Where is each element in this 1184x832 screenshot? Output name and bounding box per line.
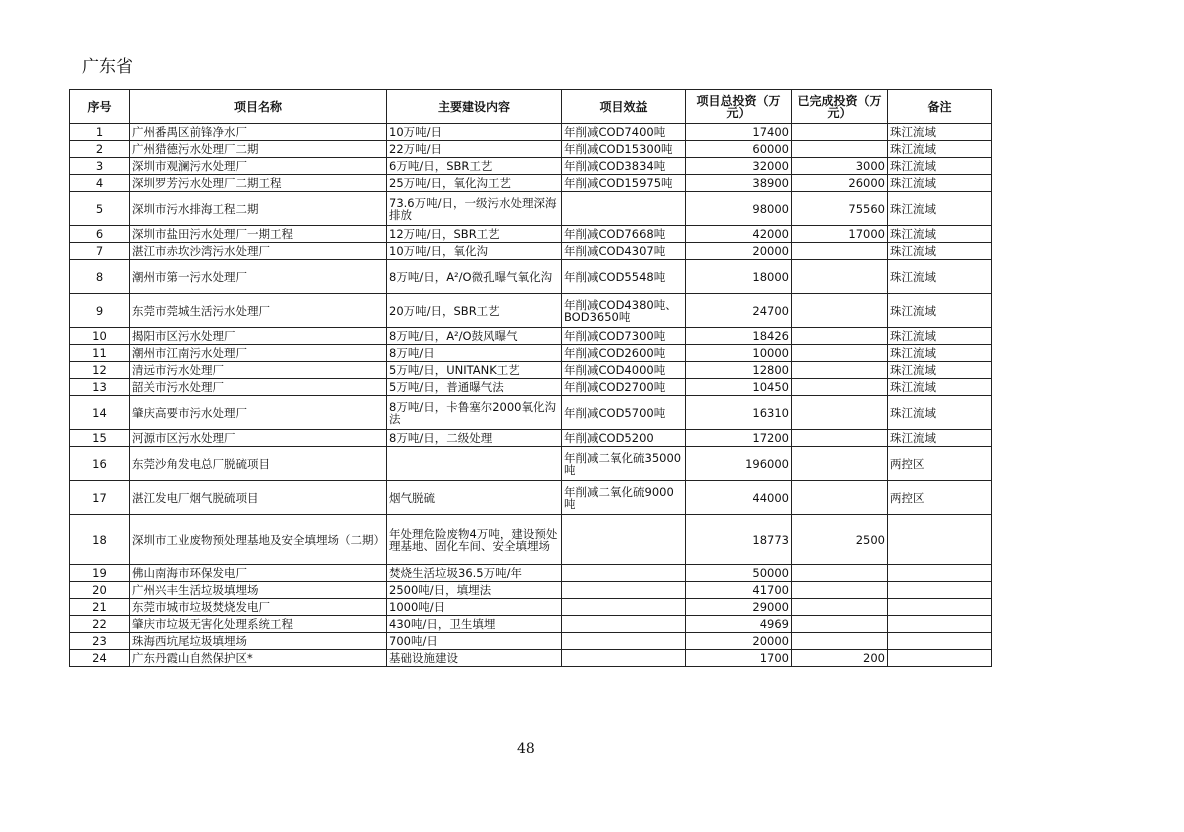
header-name: 项目名称 bbox=[130, 90, 387, 124]
row-completed-investment bbox=[792, 260, 888, 294]
table-row bbox=[70, 599, 992, 616]
row-completed-investment bbox=[792, 447, 888, 481]
row-completed-investment bbox=[792, 345, 888, 362]
row-seq: 6 bbox=[70, 226, 130, 243]
row-project-name: 潮州市第一污水处理厂 bbox=[130, 260, 387, 294]
row-completed-investment: 26000 bbox=[792, 175, 888, 192]
row-total-investment: 44000 bbox=[686, 481, 792, 515]
row-benefit: 年削减COD2600吨 bbox=[562, 345, 686, 362]
row-note: 珠江流域 bbox=[888, 379, 992, 396]
row-content: 6万吨/日，SBR工艺 bbox=[387, 158, 562, 175]
row-completed-investment bbox=[792, 396, 888, 430]
row-total-investment: 98000 bbox=[686, 192, 792, 226]
row-note: 珠江流域 bbox=[888, 345, 992, 362]
table-row bbox=[70, 260, 992, 294]
row-seq: 9 bbox=[70, 294, 130, 328]
row-content: 8万吨/日 bbox=[387, 345, 562, 362]
row-completed-investment bbox=[792, 328, 888, 345]
header-completed-investment: 已完成投资（万元） bbox=[792, 90, 888, 124]
row-project-name: 广州番禺区前锋净水厂 bbox=[130, 124, 387, 141]
row-content: 基础设施建设 bbox=[387, 650, 562, 667]
row-project-name: 肇庆高要市污水处理厂 bbox=[130, 396, 387, 430]
row-note: 珠江流域 bbox=[888, 396, 992, 430]
row-content: 430吨/日，卫生填埋 bbox=[387, 616, 562, 633]
row-benefit: 年削减COD2700吨 bbox=[562, 379, 686, 396]
row-completed-investment: 200 bbox=[792, 650, 888, 667]
table-row bbox=[70, 226, 992, 243]
table-row bbox=[70, 294, 992, 328]
row-content: 8万吨/日，二级处理 bbox=[387, 430, 562, 447]
row-project-name: 深圳市工业废物预处理基地及安全填埋场（二期） bbox=[130, 515, 387, 565]
row-project-name: 东莞市城市垃圾焚烧发电厂 bbox=[130, 599, 387, 616]
table-row bbox=[70, 396, 992, 430]
row-benefit bbox=[562, 633, 686, 650]
table-row bbox=[70, 650, 992, 667]
row-completed-investment bbox=[792, 294, 888, 328]
row-completed-investment: 75560 bbox=[792, 192, 888, 226]
row-seq: 18 bbox=[70, 515, 130, 565]
row-seq: 23 bbox=[70, 633, 130, 650]
row-seq: 1 bbox=[70, 124, 130, 141]
row-note bbox=[888, 515, 992, 565]
row-content: 20万吨/日，SBR工艺 bbox=[387, 294, 562, 328]
row-completed-investment bbox=[792, 633, 888, 650]
row-total-investment: 12800 bbox=[686, 362, 792, 379]
row-content: 年处理危险废物4万吨，建设预处理基地、固化车间、安全填埋场 bbox=[387, 515, 562, 565]
row-project-name: 深圳市观澜污水处理厂 bbox=[130, 158, 387, 175]
table-row bbox=[70, 345, 992, 362]
row-seq: 21 bbox=[70, 599, 130, 616]
row-benefit: 年削减COD4380吨、BOD3650吨 bbox=[562, 294, 686, 328]
row-content: 8万吨/日，卡鲁塞尔2000氧化沟法 bbox=[387, 396, 562, 430]
row-seq: 10 bbox=[70, 328, 130, 345]
row-note bbox=[888, 582, 992, 599]
table-row bbox=[70, 141, 992, 158]
row-project-name: 深圳市污水排海工程二期 bbox=[130, 192, 387, 226]
row-benefit: 年削减COD7300吨 bbox=[562, 328, 686, 345]
row-total-investment: 38900 bbox=[686, 175, 792, 192]
row-seq: 5 bbox=[70, 192, 130, 226]
row-seq: 19 bbox=[70, 565, 130, 582]
row-benefit: 年削减COD15300吨 bbox=[562, 141, 686, 158]
row-seq: 4 bbox=[70, 175, 130, 192]
row-total-investment: 10000 bbox=[686, 345, 792, 362]
row-total-investment: 42000 bbox=[686, 226, 792, 243]
header-content: 主要建设内容 bbox=[387, 90, 562, 124]
row-content: 焚烧生活垃圾36.5万吨/年 bbox=[387, 565, 562, 582]
row-benefit: 年削减COD7668吨 bbox=[562, 226, 686, 243]
table-row bbox=[70, 175, 992, 192]
header-note: 备注 bbox=[888, 90, 992, 124]
row-note bbox=[888, 599, 992, 616]
row-total-investment: 32000 bbox=[686, 158, 792, 175]
row-total-investment: 18773 bbox=[686, 515, 792, 565]
row-benefit: 年削减COD4307吨 bbox=[562, 243, 686, 260]
table-row bbox=[70, 447, 992, 481]
row-project-name: 湛江市赤坎沙湾污水处理厂 bbox=[130, 243, 387, 260]
row-content: 2500吨/日，填埋法 bbox=[387, 582, 562, 599]
row-seq: 13 bbox=[70, 379, 130, 396]
row-seq: 7 bbox=[70, 243, 130, 260]
row-project-name: 深圳市盐田污水处理厂一期工程 bbox=[130, 226, 387, 243]
table-row bbox=[70, 481, 992, 515]
row-total-investment: 17400 bbox=[686, 124, 792, 141]
row-total-investment: 20000 bbox=[686, 633, 792, 650]
row-project-name: 清远市污水处理厂 bbox=[130, 362, 387, 379]
row-completed-investment bbox=[792, 616, 888, 633]
row-completed-investment bbox=[792, 582, 888, 599]
row-benefit: 年削减COD7400吨 bbox=[562, 124, 686, 141]
row-seq: 24 bbox=[70, 650, 130, 667]
row-total-investment: 18426 bbox=[686, 328, 792, 345]
table-row bbox=[70, 379, 992, 396]
table-header-row bbox=[70, 90, 992, 124]
row-benefit: 年削减二氧化硫9000吨 bbox=[562, 481, 686, 515]
row-completed-investment: 3000 bbox=[792, 158, 888, 175]
row-note bbox=[888, 565, 992, 582]
row-total-investment: 10450 bbox=[686, 379, 792, 396]
row-benefit: 年削减COD3834吨 bbox=[562, 158, 686, 175]
row-completed-investment bbox=[792, 599, 888, 616]
row-project-name: 潮州市江南污水处理厂 bbox=[130, 345, 387, 362]
row-seq: 12 bbox=[70, 362, 130, 379]
province-title: 广东省 bbox=[82, 57, 133, 77]
row-completed-investment bbox=[792, 243, 888, 260]
row-project-name: 广州兴丰生活垃圾填埋场 bbox=[130, 582, 387, 599]
row-content: 5万吨/日，UNITANK工艺 bbox=[387, 362, 562, 379]
row-note: 两控区 bbox=[888, 481, 992, 515]
row-benefit: 年削减二氧化硫35000吨 bbox=[562, 447, 686, 481]
table-row bbox=[70, 158, 992, 175]
row-content: 73.6万吨/日，一级污水处理深海排放 bbox=[387, 192, 562, 226]
row-total-investment: 1700 bbox=[686, 650, 792, 667]
row-seq: 15 bbox=[70, 430, 130, 447]
row-total-investment: 29000 bbox=[686, 599, 792, 616]
row-note: 两控区 bbox=[888, 447, 992, 481]
row-content: 1000吨/日 bbox=[387, 599, 562, 616]
row-content: 22万吨/日 bbox=[387, 141, 562, 158]
row-content: 5万吨/日，普通曝气法 bbox=[387, 379, 562, 396]
row-note: 珠江流域 bbox=[888, 158, 992, 175]
page-number: 48 bbox=[517, 741, 535, 757]
row-total-investment: 196000 bbox=[686, 447, 792, 481]
row-content: 700吨/日 bbox=[387, 633, 562, 650]
table-row bbox=[70, 616, 992, 633]
project-table bbox=[69, 89, 992, 667]
row-total-investment: 60000 bbox=[686, 141, 792, 158]
row-benefit bbox=[562, 582, 686, 599]
row-note bbox=[888, 650, 992, 667]
row-project-name: 韶关市污水处理厂 bbox=[130, 379, 387, 396]
header-benefit: 项目效益 bbox=[562, 90, 686, 124]
row-total-investment: 20000 bbox=[686, 243, 792, 260]
row-project-name: 东莞沙角发电总厂脱硫项目 bbox=[130, 447, 387, 481]
row-benefit bbox=[562, 515, 686, 565]
row-seq: 2 bbox=[70, 141, 130, 158]
row-content: 10万吨/日 bbox=[387, 124, 562, 141]
row-content: 8万吨/日，A²/O微孔曝气氧化沟 bbox=[387, 260, 562, 294]
row-project-name: 珠海西坑尾垃圾填埋场 bbox=[130, 633, 387, 650]
row-note: 珠江流域 bbox=[888, 430, 992, 447]
row-note: 珠江流域 bbox=[888, 362, 992, 379]
row-total-investment: 24700 bbox=[686, 294, 792, 328]
row-completed-investment bbox=[792, 124, 888, 141]
row-project-name: 深圳罗芳污水处理厂二期工程 bbox=[130, 175, 387, 192]
table-row bbox=[70, 243, 992, 260]
table-row bbox=[70, 565, 992, 582]
table-row bbox=[70, 124, 992, 141]
row-project-name: 佛山南海市环保发电厂 bbox=[130, 565, 387, 582]
table-row bbox=[70, 582, 992, 599]
row-project-name: 湛江发电厂烟气脱硫项目 bbox=[130, 481, 387, 515]
row-note: 珠江流域 bbox=[888, 294, 992, 328]
table-row bbox=[70, 430, 992, 447]
row-note: 珠江流域 bbox=[888, 192, 992, 226]
row-content: 8万吨/日，A²/O鼓风曝气 bbox=[387, 328, 562, 345]
row-content: 10万吨/日，氧化沟 bbox=[387, 243, 562, 260]
row-benefit: 年削减COD4000吨 bbox=[562, 362, 686, 379]
row-seq: 20 bbox=[70, 582, 130, 599]
row-note: 珠江流域 bbox=[888, 226, 992, 243]
row-total-investment: 4969 bbox=[686, 616, 792, 633]
row-note bbox=[888, 616, 992, 633]
row-project-name: 揭阳市区污水处理厂 bbox=[130, 328, 387, 345]
row-total-investment: 18000 bbox=[686, 260, 792, 294]
row-completed-investment bbox=[792, 379, 888, 396]
row-content bbox=[387, 447, 562, 481]
row-total-investment: 16310 bbox=[686, 396, 792, 430]
row-benefit bbox=[562, 565, 686, 582]
row-note: 珠江流域 bbox=[888, 260, 992, 294]
row-content: 12万吨/日，SBR工艺 bbox=[387, 226, 562, 243]
table-row bbox=[70, 515, 992, 565]
row-completed-investment: 2500 bbox=[792, 515, 888, 565]
table-row bbox=[70, 362, 992, 379]
row-seq: 14 bbox=[70, 396, 130, 430]
row-seq: 22 bbox=[70, 616, 130, 633]
row-completed-investment: 17000 bbox=[792, 226, 888, 243]
table-row bbox=[70, 633, 992, 650]
row-benefit bbox=[562, 650, 686, 667]
row-benefit bbox=[562, 192, 686, 226]
row-project-name: 广东丹霞山自然保护区* bbox=[130, 650, 387, 667]
row-total-investment: 50000 bbox=[686, 565, 792, 582]
row-benefit bbox=[562, 616, 686, 633]
table-row bbox=[70, 192, 992, 226]
row-seq: 17 bbox=[70, 481, 130, 515]
row-note: 珠江流域 bbox=[888, 175, 992, 192]
row-project-name: 肇庆市垃圾无害化处理系统工程 bbox=[130, 616, 387, 633]
row-benefit: 年削减COD5700吨 bbox=[562, 396, 686, 430]
row-benefit: 年削减COD15975吨 bbox=[562, 175, 686, 192]
row-note: 珠江流域 bbox=[888, 124, 992, 141]
row-completed-investment bbox=[792, 141, 888, 158]
row-note: 珠江流域 bbox=[888, 328, 992, 345]
row-note: 珠江流域 bbox=[888, 243, 992, 260]
row-project-name: 河源市区污水处理厂 bbox=[130, 430, 387, 447]
row-seq: 16 bbox=[70, 447, 130, 481]
row-content: 烟气脱硫 bbox=[387, 481, 562, 515]
row-note: 珠江流域 bbox=[888, 141, 992, 158]
row-content: 25万吨/日，氧化沟工艺 bbox=[387, 175, 562, 192]
row-completed-investment bbox=[792, 430, 888, 447]
row-benefit bbox=[562, 599, 686, 616]
row-note bbox=[888, 633, 992, 650]
row-benefit: 年削减COD5200 bbox=[562, 430, 686, 447]
row-total-investment: 41700 bbox=[686, 582, 792, 599]
table-row bbox=[70, 328, 992, 345]
row-seq: 3 bbox=[70, 158, 130, 175]
row-benefit: 年削减COD5548吨 bbox=[562, 260, 686, 294]
header-total-investment: 项目总投资（万元） bbox=[686, 90, 792, 124]
row-completed-investment bbox=[792, 565, 888, 582]
row-completed-investment bbox=[792, 481, 888, 515]
row-project-name: 广州猎德污水处理厂二期 bbox=[130, 141, 387, 158]
row-total-investment: 17200 bbox=[686, 430, 792, 447]
row-seq: 11 bbox=[70, 345, 130, 362]
row-project-name: 东莞市莞城生活污水处理厂 bbox=[130, 294, 387, 328]
row-seq: 8 bbox=[70, 260, 130, 294]
row-completed-investment bbox=[792, 362, 888, 379]
header-seq: 序号 bbox=[70, 90, 130, 124]
